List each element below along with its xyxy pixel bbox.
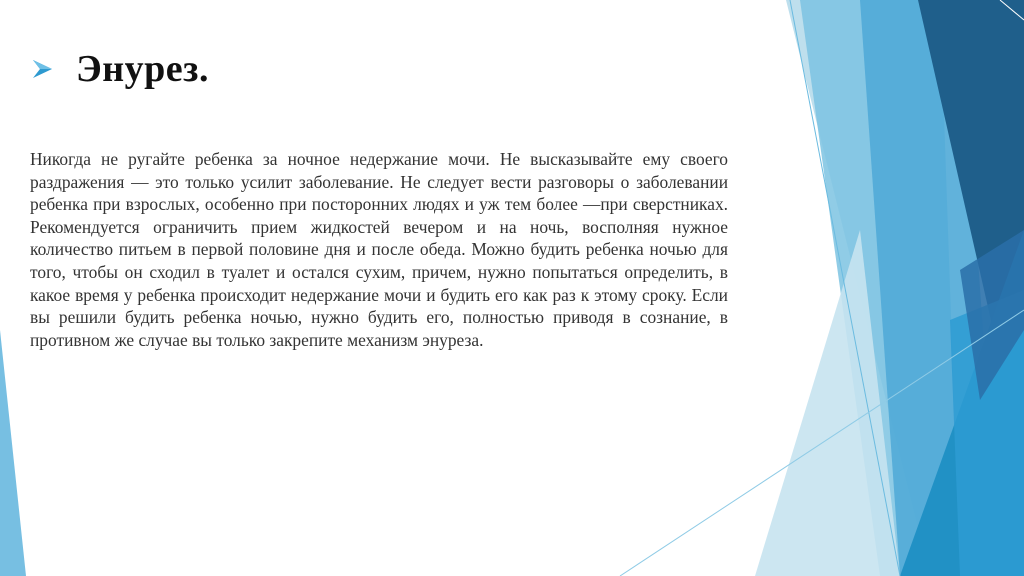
left-edge-shape [0, 330, 26, 576]
body-text: Никогда не ругайте ребенка за ночное недержание мочи. Не высказывайте ему своего раздражения — это только усилит заболевание. Не следует вести разговоры о заболевании ребенка при взрослых, особенно при посторонних людях и уж тем более —при сверстниках. Рекомендуется ограничить прием жидкостей вечером и на ночь, восполняя нужное количество питьем в первой половине дня и после обеда. Можно будить ребенка ночью для того, чтобы он сходил в туалет и остался сухим, причем, нужно попытаться определить, в какое время у ребенка происходит недержание мочи и будить его как раз к этому сроку. Если вы решили будить ребенка ночью, нужно будить его, полностью приводя в сознание, в противном же случае вы только закрепите механизм энуреза. [30, 149, 728, 350]
arrow-bullet-icon [30, 56, 56, 82]
slide-title: Энурез. [76, 48, 209, 90]
title-row [30, 44, 209, 94]
